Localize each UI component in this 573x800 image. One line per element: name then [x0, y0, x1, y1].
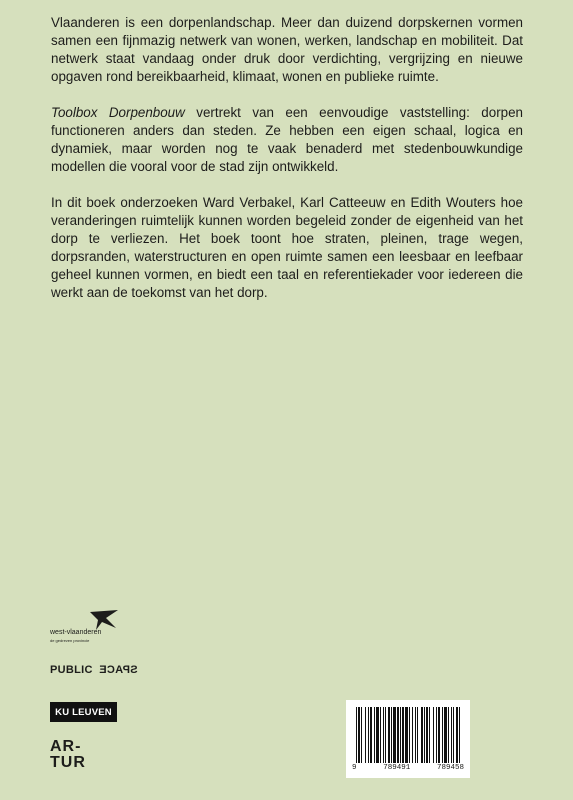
barcode-bar	[424, 707, 425, 763]
paragraph-toolbox-text: vertrekt van een eenvoudige vaststelling: dorpen functioneren anders dan steden. Ze hebben een eigen schaal, logica en dynamiek, maar worden nog te vaak benaderd met stedenbouwkundige modellen die vooral voor de stad zijn ontwikkeld.	[51, 105, 523, 174]
barcode-bar	[444, 707, 447, 763]
barcode-bar	[412, 707, 413, 763]
barcode-bar	[365, 707, 366, 763]
barcode-bar	[393, 707, 396, 763]
barcode-bar	[358, 707, 360, 763]
barcode-bar	[380, 707, 381, 763]
west-vlaanderen-tagline: de gedreven provincie	[50, 638, 90, 643]
public-space-logo	[50, 664, 137, 676]
barcode-bar	[409, 707, 410, 763]
barcode-digits-right: 789458	[436, 764, 464, 772]
ku-leuven-label: KU LEUVEN	[55, 706, 112, 718]
barcode-bar	[426, 707, 428, 763]
barcode-bars	[356, 707, 460, 763]
barcode-bar	[368, 707, 369, 763]
barcode-bar	[436, 707, 437, 763]
artur-logo	[50, 738, 86, 771]
barcode-bar	[442, 707, 443, 763]
barcode-digit-lead: 9	[352, 764, 357, 772]
barcode-bar	[370, 707, 372, 763]
public-word: PUBLIC	[50, 664, 93, 676]
barcode-bar	[376, 707, 379, 763]
barcode-bar	[400, 707, 401, 763]
west-vlaanderen-mark-icon	[50, 610, 140, 630]
barcode-bar	[429, 707, 430, 763]
barcode-digits	[352, 764, 464, 772]
barcode-bar	[356, 707, 357, 763]
barcode-bar	[417, 707, 418, 763]
barcode-bar	[374, 707, 375, 763]
barcode-bar	[361, 707, 362, 763]
west-vlaanderen-logo	[50, 610, 140, 650]
book-title-italic: Toolbox Dorpenbouw	[51, 105, 185, 120]
west-vlaanderen-label: west-vlaanderen	[50, 629, 102, 636]
barcode-bar	[391, 707, 392, 763]
barcode-digits-left: 789491	[383, 764, 411, 772]
barcode-bar	[456, 707, 458, 763]
barcode-bar	[385, 707, 386, 763]
barcode-bar	[388, 707, 390, 763]
paragraph-authors: In dit boek onderzoeken Ward Verbakel, Karl Catteeuw en Edith Wouters hoe veranderingen ruimtelijk kunnen worden begeleid zonder de eigenheid van het dorp te verliezen. Het boek toont hoe straten, pleinen, trage wegen, dorpsranden, waterstructuren en open ruimte samen een leesbaar en leefbaar geheel kunnen vormen, en biedt een taal en referentiekader voor iedereen die werkt aan de toekomst van het dorp.	[51, 195, 523, 300]
barcode-bar	[433, 707, 434, 763]
barcode-bar	[438, 707, 440, 763]
barcode-bar	[453, 707, 454, 763]
ku-leuven-logo	[50, 702, 117, 722]
barcode-bar	[451, 707, 452, 763]
paragraph-intro: Vlaanderen is een dorpenlandschap. Meer dan duizend dorpskernen vormen samen een fijnmazig netwerk van wonen, werken, landschap en mobiliteit. Dat netwerk staat vandaag onder druk door verdichting, vergrijzing en nieuwe opgaven rond bereikbaarheid, klimaat, wonen en publieke ruimte.	[51, 15, 523, 84]
barcode-bar	[383, 707, 384, 763]
barcode-bar	[397, 707, 399, 763]
isbn-barcode	[346, 700, 470, 778]
barcode-bar	[421, 707, 423, 763]
back-cover-text	[51, 14, 523, 320]
barcode-bar	[402, 707, 404, 763]
barcode-bar	[405, 707, 408, 763]
artur-line-2: TUR	[50, 754, 86, 771]
artur-line-1: AR-	[50, 738, 82, 755]
paragraph-toolbox	[51, 104, 523, 176]
barcode-bar	[459, 707, 460, 763]
barcode-bar	[415, 707, 416, 763]
space-word-mirrored: SPACE	[98, 664, 138, 676]
barcode-bar	[448, 707, 449, 763]
